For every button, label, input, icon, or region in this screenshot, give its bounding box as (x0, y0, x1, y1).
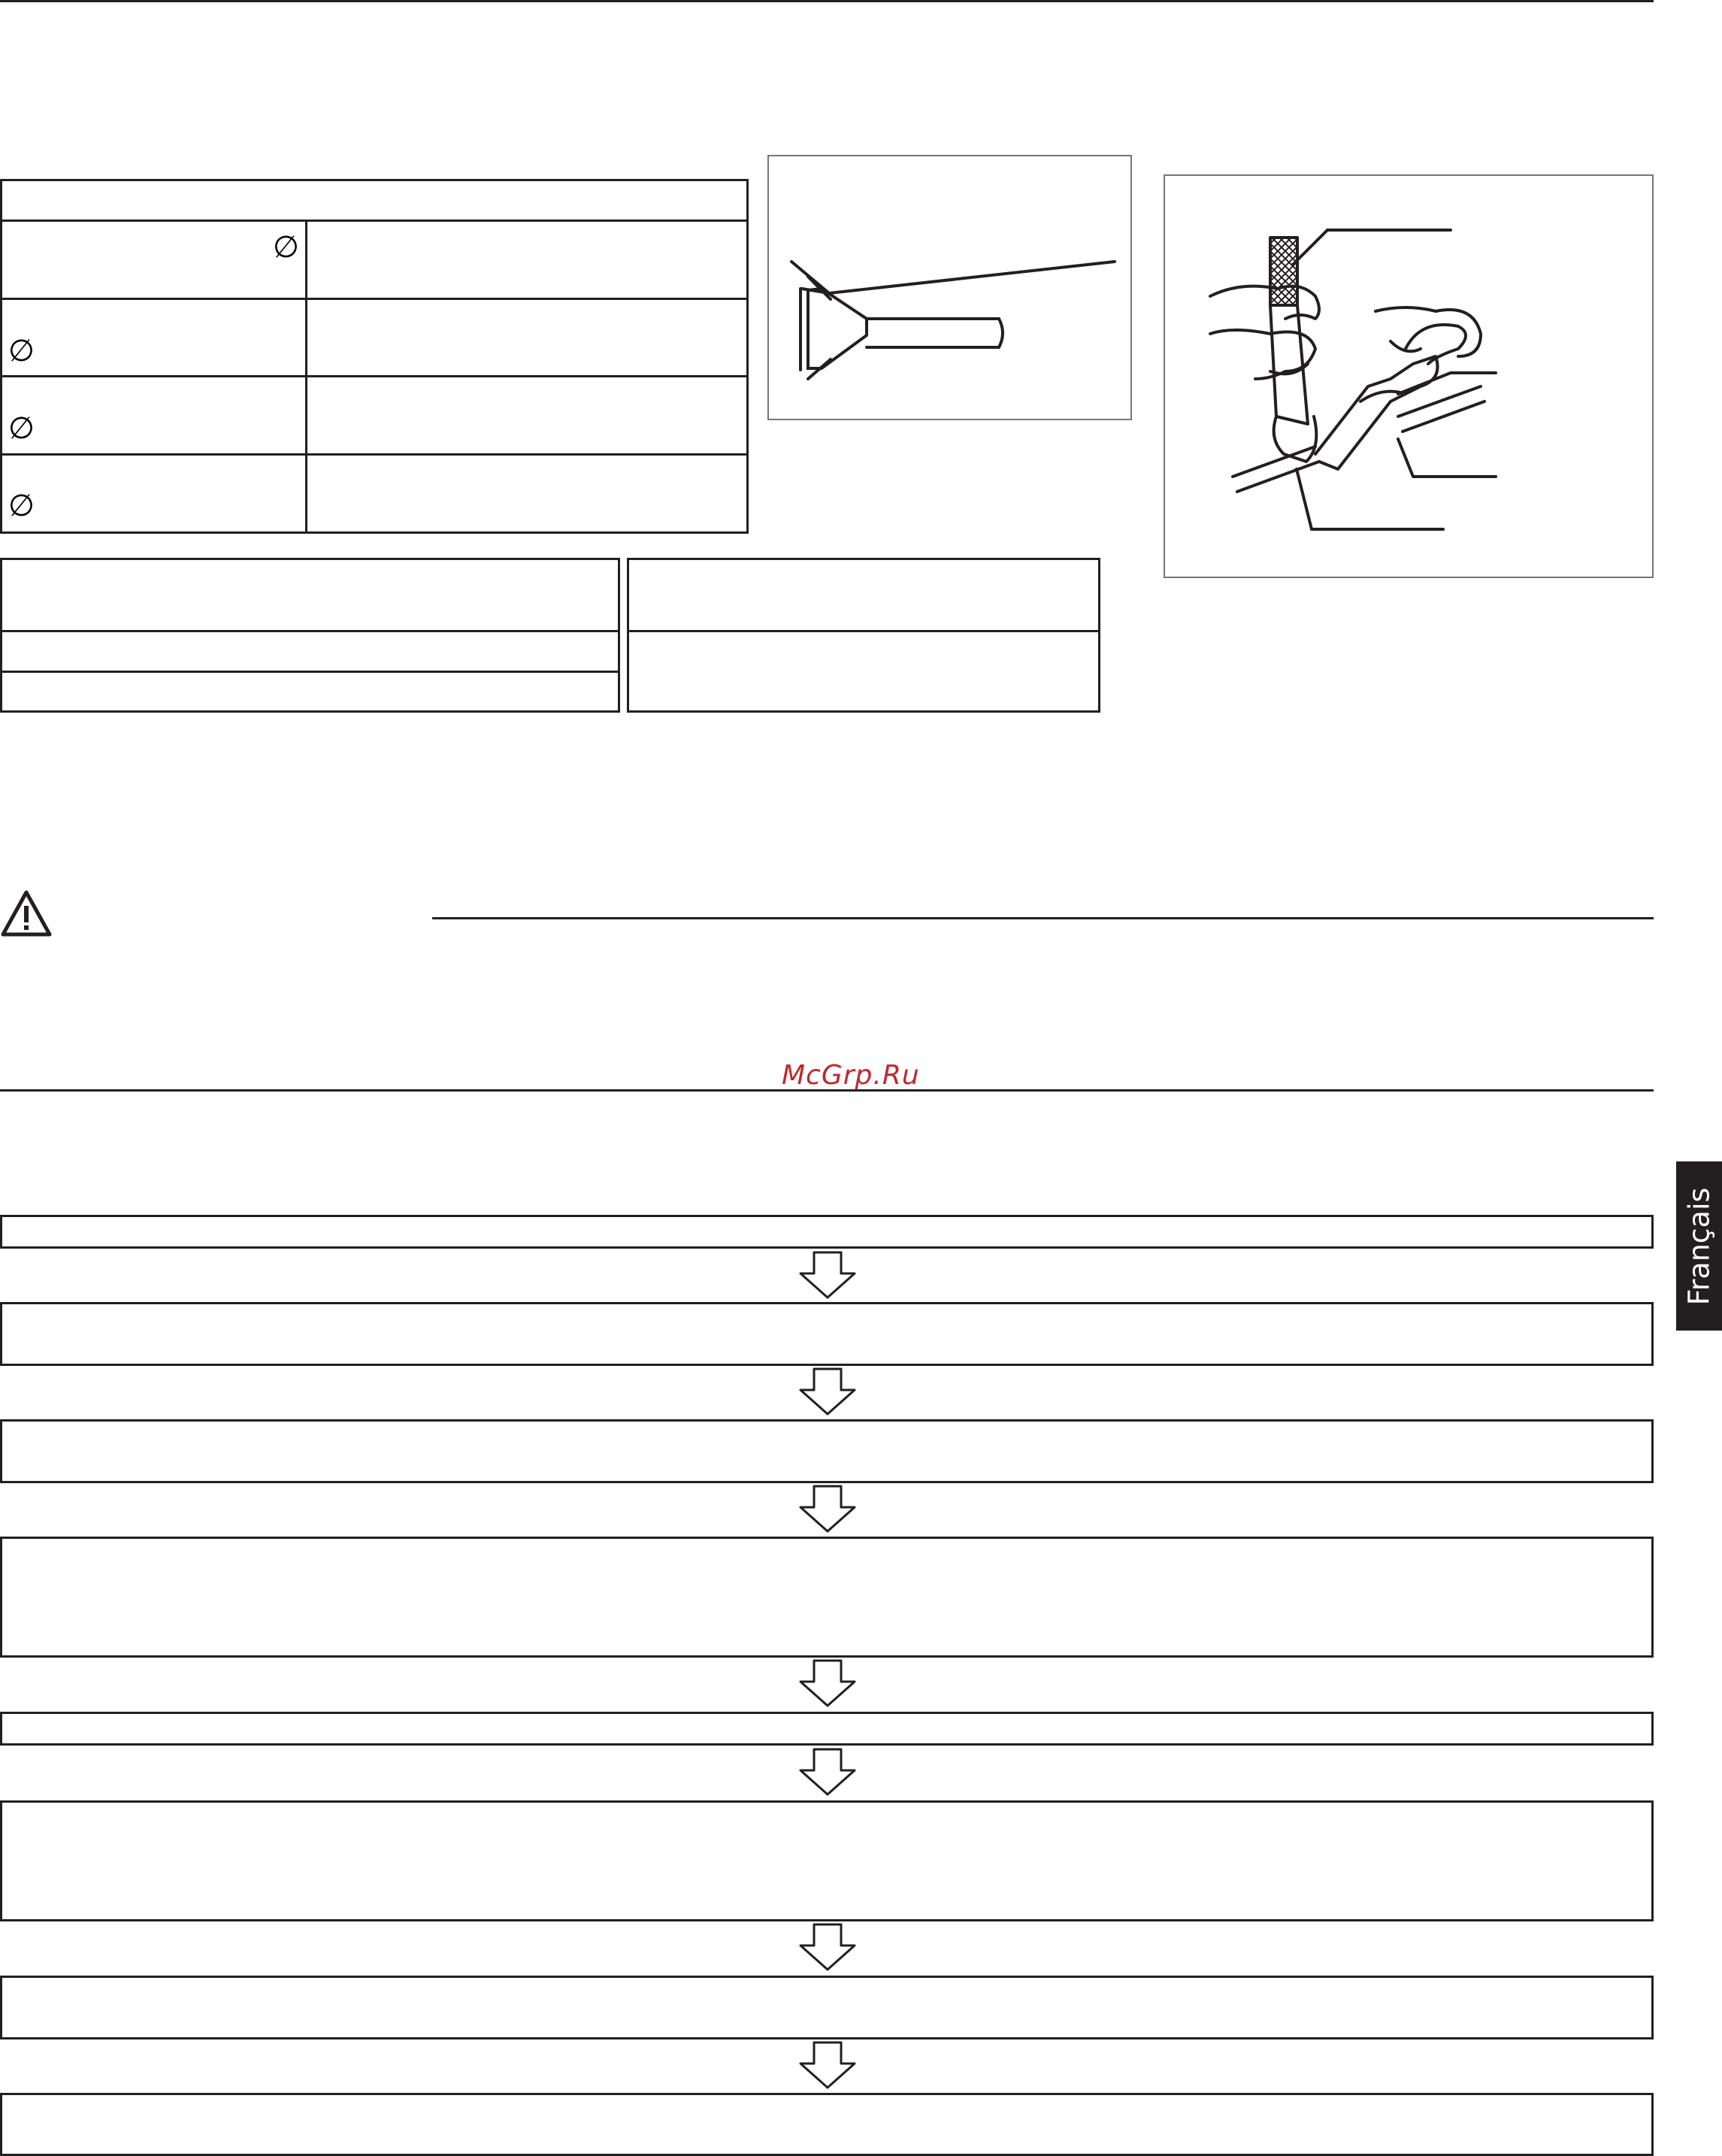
table-row-divider (2, 671, 618, 673)
two-wrenches-drawing (1165, 176, 1652, 577)
arrow-down-outline-icon (797, 1485, 858, 1533)
arrow-down-outline-icon (797, 1659, 858, 1707)
procedure-step-3 (0, 1419, 1654, 1483)
pipe-size-table (0, 179, 749, 534)
table-row-divider (629, 630, 1098, 632)
procedure-step-4 (0, 1537, 1654, 1658)
wrench-tightening-figure (1164, 174, 1654, 578)
procedure-step-6 (0, 1800, 1654, 1921)
language-tab-label: Français (1682, 1187, 1716, 1305)
arrow-down-outline-icon (797, 1923, 858, 1971)
warning-rule (432, 917, 1654, 919)
procedure-step-7 (0, 1976, 1654, 2039)
table-row-divider (2, 298, 746, 300)
arrow-down-outline-icon (797, 1251, 858, 1299)
procedure-step-8 (0, 2093, 1654, 2156)
table-row-divider (2, 220, 746, 222)
arrow-down-outline-icon (797, 1748, 858, 1796)
procedure-step-1 (0, 1215, 1654, 1249)
watermark-text: McGrp.Ru (782, 1060, 920, 1091)
diameter-symbol: ∅ (273, 230, 299, 265)
top-rule (0, 0, 1654, 2)
procedure-step-5 (0, 1712, 1654, 1746)
table-row-divider (2, 630, 618, 632)
arrow-down-outline-icon (797, 2041, 858, 2089)
tool-table (627, 558, 1100, 713)
table-column-divider (305, 220, 307, 531)
diameter-symbol: ∅ (8, 489, 35, 523)
procedure-step-2 (0, 1302, 1654, 1366)
table-row-divider (2, 375, 746, 377)
warning-triangle-icon (0, 889, 53, 937)
arrow-down-outline-icon (797, 1367, 858, 1416)
diameter-symbol: ∅ (8, 334, 35, 368)
flare-dimension-table (0, 558, 620, 713)
flare-pipe-figure (767, 155, 1132, 420)
language-tab (1676, 1161, 1722, 1331)
diameter-symbol: ∅ (8, 411, 35, 446)
table-row-divider (2, 453, 746, 456)
warning-icon-wrap (0, 889, 53, 937)
flared-pipe-drawing (769, 156, 1130, 419)
